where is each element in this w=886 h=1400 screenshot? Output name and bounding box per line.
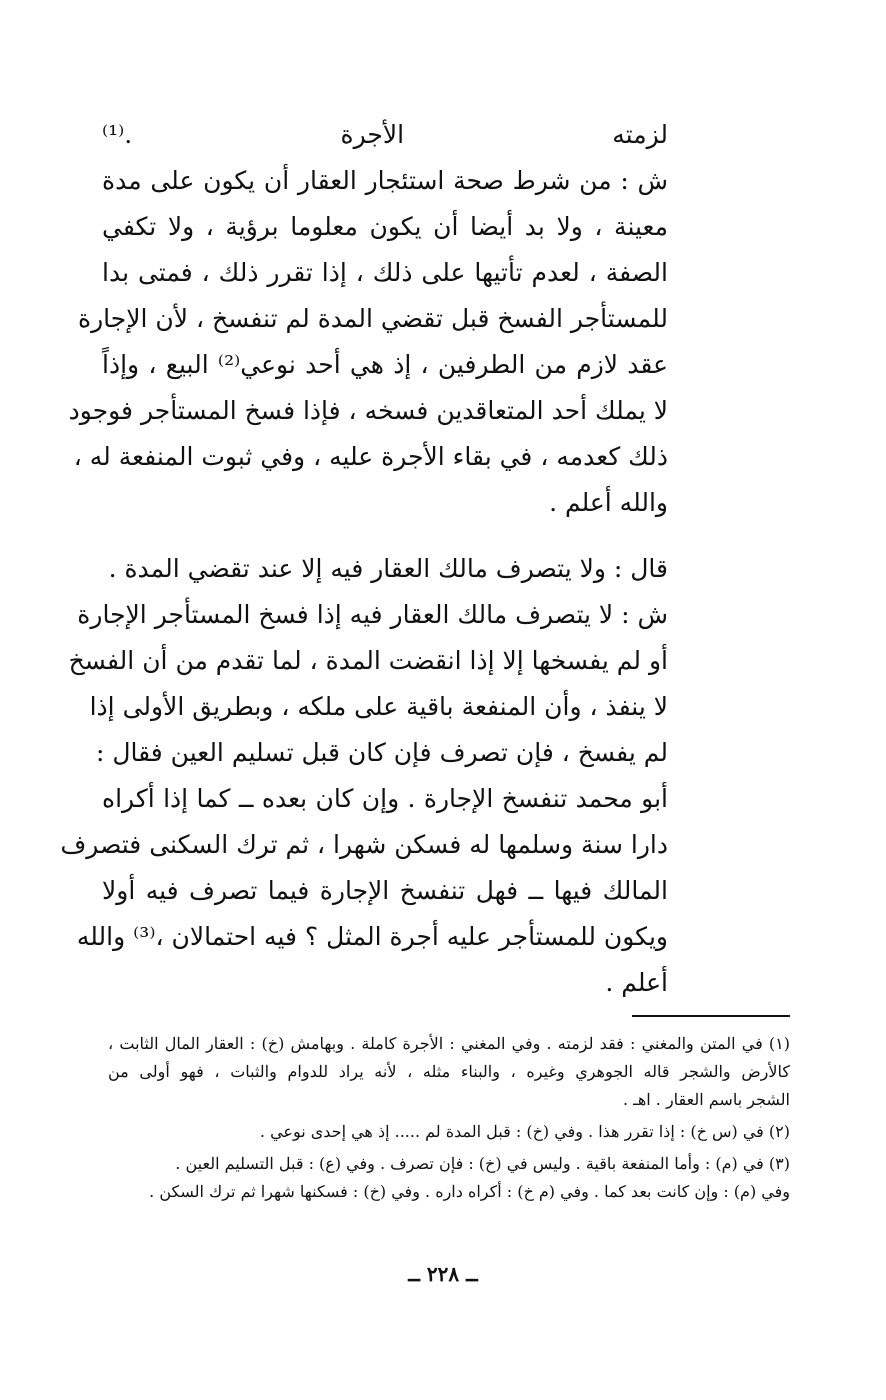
footnote-line: (٣) في (م) : وأما المنفعة باقية . وليس في (خ) : فإن تصرف . وفي (ع) : قبل التسليم العين .	[175, 1154, 790, 1173]
text-line: ذلك كعدمه ، في بقاء الأجرة عليه ، وفي ثبوت المنفعة له ،	[73, 442, 668, 471]
text-line: عقد لازم من الطرفين ، إذ هي أحد نوعي⁽²⁾ البيع ، وإذاً	[102, 350, 668, 379]
commentary-paragraph-1	[68, 112, 668, 526]
page-number: ــ ٢٢٨ ــ	[408, 1262, 478, 1286]
text-line: ويكون للمستأجر عليه أجرة المثل ؟ فيه احتمالان ،⁽³⁾ والله	[76, 922, 668, 951]
text-line: أبو محمد تنفسخ الإجارة . وإن كان بعده ــ كما إذا أكراه	[102, 784, 668, 813]
footnote-line: الشجر باسم العقار . اهـ .	[622, 1090, 790, 1109]
text-line: لا يملك أحد المتعاقدين فسخه ، فإذا فسخ المستأجر فوجود	[68, 396, 668, 425]
text-line: للمستأجر الفسخ قبل تقضي المدة لم تنفسخ ، لأن الإجارة	[78, 304, 668, 333]
text-line: ش : من شرط صحة استئجار العقار أن يكون على مدة	[102, 166, 668, 195]
text-line: الصفة ، لعدم تأتيها على ذلك ، إذا تقرر ذلك ، فمتى بدا	[102, 258, 668, 287]
text-line: والله أعلم .	[549, 488, 668, 517]
footnote-line: كالأرض والشجر قاله الجوهري وغيره ، والبناء مثله ، لأنه يراد للدوام والثبات ، فهو أولى من	[108, 1062, 790, 1081]
text-line: دارا سنة وسلمها له فسكن شهرا ، ثم ترك السكنى فتصرف	[60, 830, 668, 859]
footnote-separator	[632, 1015, 790, 1017]
text-line: المالك فيها ــ فهل تنفسخ الإجارة فيما تصرف فيه أولا	[102, 876, 668, 905]
footnote-line: (١) في المتن والمغني : فقد لزمته . وفي المغني : الأجرة كاملة . وبهامش (خ) : العقار المال الثابت ،	[108, 1034, 790, 1053]
text-line: أو لم يفسخها إلا إذا انقضت المدة ، لما تقدم من أن الفسخ	[68, 646, 668, 675]
commentary-paragraph-2	[60, 546, 668, 1006]
text-line: أعلم .	[605, 968, 668, 997]
footnotes	[108, 1030, 790, 1206]
text-line: لزمته الأجرة .⁽¹⁾	[102, 120, 668, 149]
text-line: معينة ، ولا بد أيضا أن يكون معلوما برؤية ، ولا تكفي	[102, 212, 668, 241]
text-line: لم يفسخ ، فإن تصرف فإن كان قبل تسليم العين فقال :	[95, 738, 668, 767]
footnote-line: وفي (م) : وإن كانت بعد كما . وفي (م خ) : أكراه داره . وفي (خ) : فسكنها شهرا ثم ترك السكن .	[149, 1182, 790, 1201]
text-line: ش : لا يتصرف مالك العقار فيه إذا فسخ المستأجر الإجارة	[77, 600, 668, 629]
text-line: لا ينفذ ، وأن المنفعة باقية على ملكه ، وبطريق الأولى إذا	[89, 692, 668, 721]
text-line: قال : ولا يتصرف مالك العقار فيه إلا عند تقضي المدة .	[108, 554, 668, 583]
footnote-line: (٢) في (س خ) : إذا تقرر هذا . وفي (خ) : قبل المدة لم ..... إذ هي إحدى نوعي .	[259, 1122, 790, 1141]
